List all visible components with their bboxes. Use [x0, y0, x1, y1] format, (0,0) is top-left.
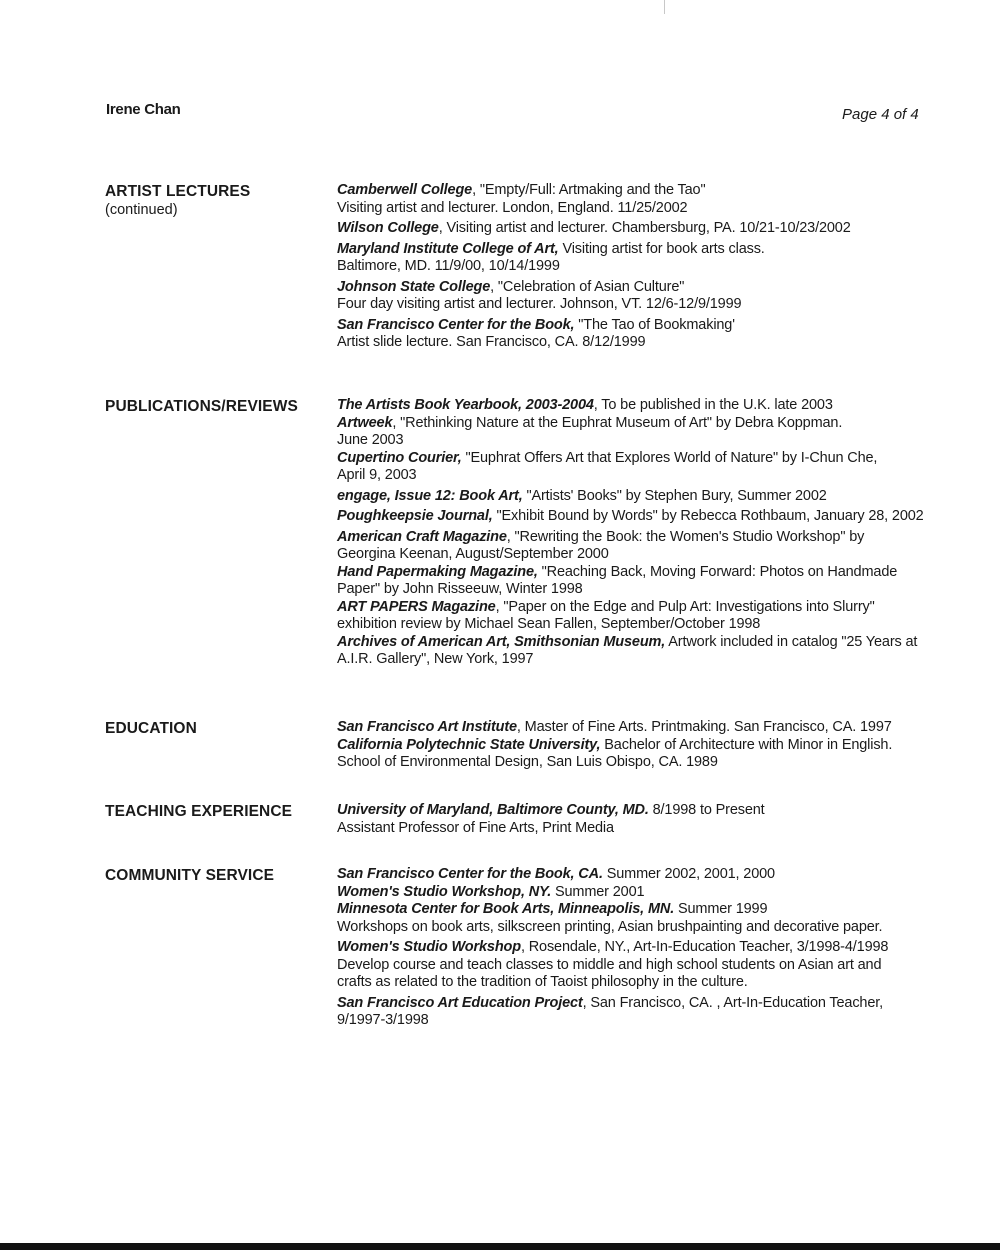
entry-line [337, 220, 937, 238]
entry-line: Georgina Keenan, August/September 2000 [337, 546, 609, 562]
institution-name: San Francisco Center for the Book, [337, 316, 575, 333]
entry-line: A.I.R. Gallery", New York, 1997 [337, 651, 534, 667]
entry-detail: "Euphrat Offers Art that Explores World of Nature" by I-Chun Che, [461, 449, 878, 466]
entry-item [337, 397, 937, 415]
entry-item [337, 599, 937, 634]
entry-item [337, 488, 937, 506]
entry-line: Develop course and teach classes to middle and high school students on Asian art and [337, 956, 882, 973]
entry-line: Four day visiting artist and lecturer. Johnson, VT. 12/6-12/9/1999 [337, 296, 742, 312]
author-name: Irene Chan [106, 101, 181, 118]
scan-mark [664, 0, 665, 14]
institution-name: San Francisco Art Institute [337, 719, 517, 735]
entry-detail: , San Francisco, CA. , Art-In-Education Teacher, [582, 994, 884, 1011]
entry-line [337, 397, 937, 415]
institution-name: Minnesota Center for Book Arts, Minneapolis, MN. [337, 901, 675, 917]
entry-line [337, 415, 937, 433]
section-title: PUBLICATIONS/REVIEWS [105, 398, 298, 415]
entry-item [337, 450, 937, 485]
entry-list [337, 719, 937, 772]
entry-item [337, 220, 937, 238]
entry-line: April 9, 2003 [337, 467, 417, 483]
institution-name: Poughkeepsie Journal, [337, 508, 493, 524]
entry-line [337, 508, 937, 526]
entry-line [337, 564, 937, 582]
entry-line [337, 599, 937, 617]
section-title: TEACHING EXPERIENCE [105, 803, 293, 820]
institution-name: San Francisco Art Education Project [337, 994, 583, 1011]
entry-line: 9/1997-3/1998 [337, 1012, 429, 1028]
institution-name: Johnson State College [337, 278, 491, 295]
entry-item [337, 508, 937, 526]
entry-detail: , "Empty/Full: Artmaking and the Tao" [472, 182, 706, 198]
entry-line [337, 995, 937, 1013]
entry-item [337, 529, 937, 564]
entry-line [337, 884, 937, 902]
entry-line [337, 241, 937, 259]
entry-item [337, 737, 937, 772]
entry-item [337, 719, 937, 737]
institution-name: Artweek [337, 414, 393, 431]
institution-name: ART PAPERS Magazine [337, 598, 496, 615]
institution-name: Hand Papermaking Magazine, [337, 563, 538, 580]
entry-line [337, 182, 937, 200]
entry-item [337, 182, 937, 217]
entry-line [337, 317, 937, 335]
entry-item [337, 939, 937, 992]
entry-item [337, 901, 937, 936]
entry-item [337, 634, 937, 669]
entry-detail: , "Rewriting the Book: the Women's Studio Workshop" by [506, 528, 865, 545]
entry-item [337, 884, 937, 902]
entry-line [337, 939, 937, 957]
entry-detail: Summer 1999 [674, 901, 768, 917]
entry-line: School of Environmental Design, San Luis Obispo, CA. 1989 [337, 754, 718, 770]
section-subtitle: (continued) [105, 202, 178, 218]
institution-name: California Polytechnic State University, [337, 736, 601, 753]
entry-detail: , "Celebration of Asian Culture" [490, 278, 685, 295]
entry-list [337, 802, 937, 837]
entry-line [337, 279, 937, 297]
entry-line: Baltimore, MD. 11/9/00, 10/14/1999 [337, 258, 560, 274]
entry-item [337, 866, 937, 884]
entry-detail: Bachelor of Architecture with Minor in English. [600, 736, 893, 753]
entry-line: crafts as related to the tradition of Taoist philosophy in the culture. [337, 974, 748, 990]
institution-name: Women's Studio Workshop [337, 939, 521, 955]
entry-detail: , To be published in the U.K. late 2003 [593, 397, 833, 413]
institution-name: University of Maryland, Baltimore County, MD. [337, 802, 649, 818]
entry-list [337, 182, 937, 352]
entry-detail: "Reaching Back, Moving Forward: Photos on Handmade [537, 563, 898, 580]
entry-detail: Summer 2001 [551, 883, 645, 900]
institution-name: Wilson College [337, 220, 439, 236]
entry-item [337, 564, 937, 599]
entry-item [337, 995, 937, 1030]
entry-line [337, 450, 937, 468]
entry-detail: "Artists' Books" by Stephen Bury, Summer 2002 [522, 487, 827, 504]
entry-detail: Summer 2002, 2001, 2000 [602, 866, 775, 882]
entry-detail: Visiting artist for book arts class. [558, 240, 765, 257]
entry-detail: , Rosendale, NY., Art-In-Education Teacher, 3/1998-4/1998 [520, 939, 889, 955]
entry-line [337, 634, 937, 652]
institution-name: American Craft Magazine [337, 528, 507, 545]
entry-list [337, 866, 937, 1030]
entry-detail: "The Tao of Bookmaking' [574, 316, 735, 333]
entry-detail: , "Rethinking Nature at the Euphrat Museum of Art" by Debra Koppman. [392, 414, 843, 431]
entry-line: June 2003 [337, 432, 404, 448]
entry-line [337, 901, 937, 919]
entry-detail: "Exhibit Bound by Words" by Rebecca Rothbaum, January 28, 2002 [492, 508, 924, 524]
entry-line [337, 737, 937, 755]
institution-name: Archives of American Art, Smithsonian Museum, [337, 633, 666, 650]
institution-name: The Artists Book Yearbook, 2003-2004 [337, 397, 594, 413]
entry-line [337, 802, 937, 820]
entry-item [337, 241, 937, 276]
institution-name: engage, Issue 12: Book Art, [337, 487, 523, 504]
entry-line [337, 488, 937, 506]
entry-line: Artist slide lecture. San Francisco, CA. 8/12/1999 [337, 334, 646, 350]
entry-line [337, 866, 937, 884]
entry-line: exhibition review by Michael Sean Fallen, September/October 1998 [337, 616, 761, 632]
entry-item [337, 415, 937, 450]
entry-detail: Artwork included in catalog "25 Years at [665, 633, 918, 650]
scan-edge [0, 1243, 1000, 1250]
entry-item [337, 802, 937, 837]
institution-name: Cupertino Courier, [337, 449, 462, 466]
section-title: EDUCATION [105, 720, 197, 737]
section-title: ARTIST LECTURES [105, 183, 251, 200]
entry-line: Workshops on book arts, silkscreen printing, Asian brushpainting and decorative paper. [337, 918, 883, 935]
entry-detail: , "Paper on the Edge and Pulp Art: Investigations into Slurry" [495, 598, 875, 615]
institution-name: San Francisco Center for the Book, CA. [337, 866, 603, 882]
institution-name: Women's Studio Workshop, NY. [337, 883, 552, 900]
section-title: COMMUNITY SERVICE [105, 867, 275, 884]
entry-line: Assistant Professor of Fine Arts, Print Media [337, 819, 614, 836]
entry-detail: , Visiting artist and lecturer. Chambersburg, PA. 10/21-10/23/2002 [438, 220, 851, 236]
institution-name: Maryland Institute College of Art, [337, 240, 559, 257]
entry-detail: 8/1998 to Present [648, 802, 765, 818]
entry-item [337, 317, 937, 352]
entry-line [337, 719, 937, 737]
entry-detail: , Master of Fine Arts. Printmaking. San Francisco, CA. 1997 [516, 719, 892, 735]
entry-line: Paper" by John Risseeuw, Winter 1998 [337, 581, 583, 597]
entry-line: Visiting artist and lecturer. London, England. 11/25/2002 [337, 199, 688, 216]
entry-line [337, 529, 937, 547]
institution-name: Camberwell College [337, 182, 473, 198]
entry-item [337, 279, 937, 314]
entry-list [337, 397, 937, 669]
page-number: Page 4 of 4 [842, 106, 919, 123]
